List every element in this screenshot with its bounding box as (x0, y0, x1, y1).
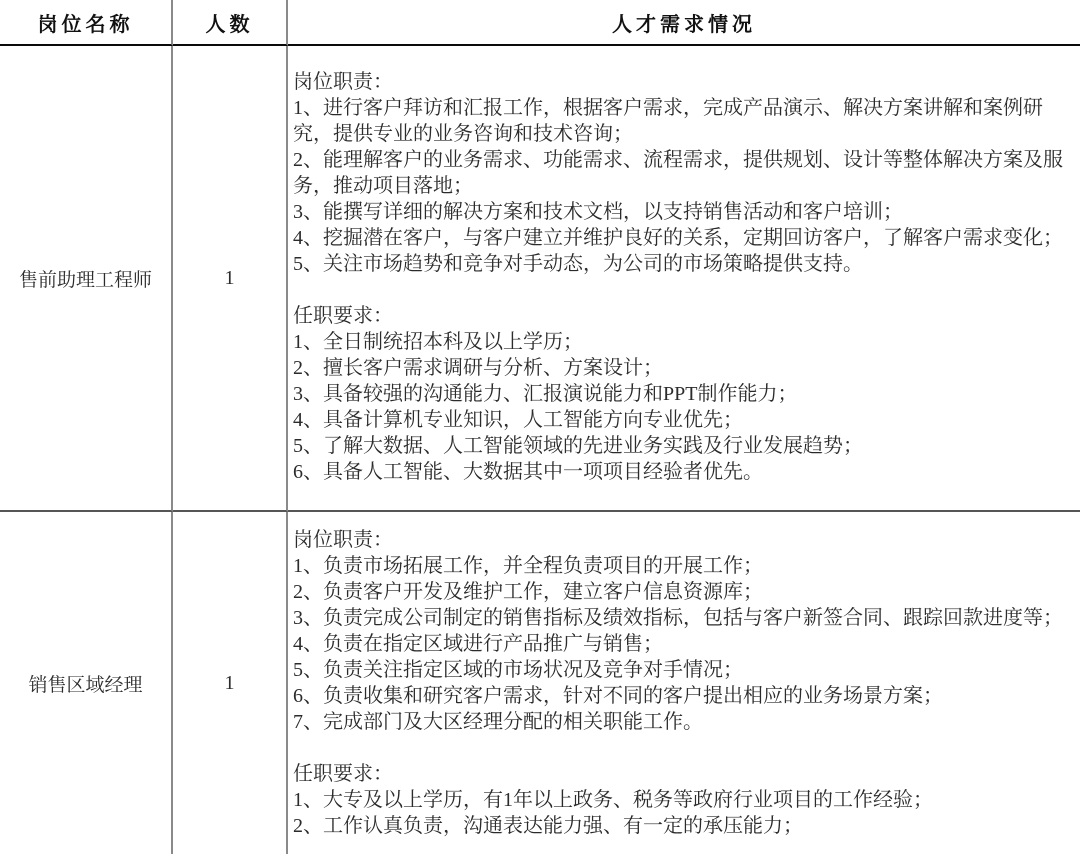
duty-item: 2、能理解客户的业务需求、功能需求、流程需求，提供规划、设计等整体解决方案及服务，推动项目落地； (293, 149, 1063, 197)
requirement-item: 1、大专及以上学历，有1年以上政务、税务等政府行业项目的工作经验； (293, 789, 933, 811)
duty-item: 7、完成部门及大区经理分配的相关职能工作。 (293, 711, 703, 733)
duty-item: 4、负责在指定区域进行产品推广与销售； (293, 633, 663, 655)
header-headcount-label: 人数 (205, 13, 254, 36)
duty-item: 4、挖掘潜在客户，与客户建立并维护良好的关系，定期回访客户，了解客户需求变化； (293, 227, 1063, 249)
row2-headcount-cell (173, 512, 288, 854)
section-title: 任职要求： (293, 305, 393, 327)
row2-qualifications-section (293, 761, 1080, 839)
requirement-item: 3、具备较强的沟通能力、汇报演说能力和PPT制作能力； (293, 383, 798, 405)
duty-item: 3、负责完成公司制定的销售指标及绩效指标，包括与客户新签合同、跟踪回款进度等； (293, 607, 1063, 629)
header-requirements (288, 0, 1080, 46)
header-requirements-label: 人才需求情况 (612, 13, 756, 36)
section-title: 岗位职责： (293, 529, 393, 551)
position-name: 销售区域经理 (28, 674, 143, 696)
header-position (0, 0, 173, 46)
header-position-label: 岗位名称 (37, 13, 134, 36)
duty-item: 1、进行客户拜访和汇报工作，根据客户需求，完成产品演示、解决方案讲解和案例研究，提供专业的业务咨询和技术咨询； (293, 97, 1043, 145)
section-title: 任职要求： (293, 763, 393, 785)
header-headcount (173, 0, 288, 46)
duty-item: 6、负责收集和研究客户需求，针对不同的客户提出相应的业务场景方案； (293, 685, 943, 707)
headcount-value: 1 (224, 671, 235, 694)
requirement-item: 1、全日制统招本科及以上学历； (293, 331, 583, 353)
headcount-value: 1 (224, 266, 235, 289)
row2-requirements-cell (288, 512, 1080, 854)
duty-item: 5、关注市场趋势和竞争对手动态，为公司的市场策略提供支持。 (293, 253, 863, 275)
section-title: 岗位职责： (293, 71, 393, 93)
requirement-item: 4、具备计算机专业知识，人工智能方向专业优先； (293, 409, 743, 431)
row1-headcount-cell (173, 46, 288, 512)
row2-duties-section (293, 527, 1080, 735)
duty-item: 5、负责关注指定区域的市场状况及竞争对手情况； (293, 659, 743, 681)
requirement-item: 5、了解大数据、人工智能领域的先进业务实践及行业发展趋势； (293, 435, 863, 457)
duty-item: 3、能撰写详细的解决方案和技术文档，以支持销售活动和客户培训； (293, 201, 903, 223)
row1-duties-section (293, 69, 1080, 277)
requirement-item: 2、擅长客户需求调研与分析、方案设计； (293, 357, 663, 379)
requirement-item: 6、具备人工智能、大数据其中一项项目经验者优先。 (293, 461, 763, 483)
row1-requirements-cell (288, 46, 1080, 512)
row1-qualifications-section (293, 303, 1080, 485)
row2-position-cell (0, 512, 173, 854)
duty-item: 2、负责客户开发及维护工作，建立客户信息资源库； (293, 581, 763, 603)
row1-position-cell (0, 46, 173, 512)
duty-item: 1、负责市场拓展工作，并全程负责项目的开展工作； (293, 555, 763, 577)
position-name: 售前助理工程师 (18, 269, 152, 291)
requirement-item: 2、工作认真负责，沟通表达能力强、有一定的承压能力； (293, 815, 803, 837)
